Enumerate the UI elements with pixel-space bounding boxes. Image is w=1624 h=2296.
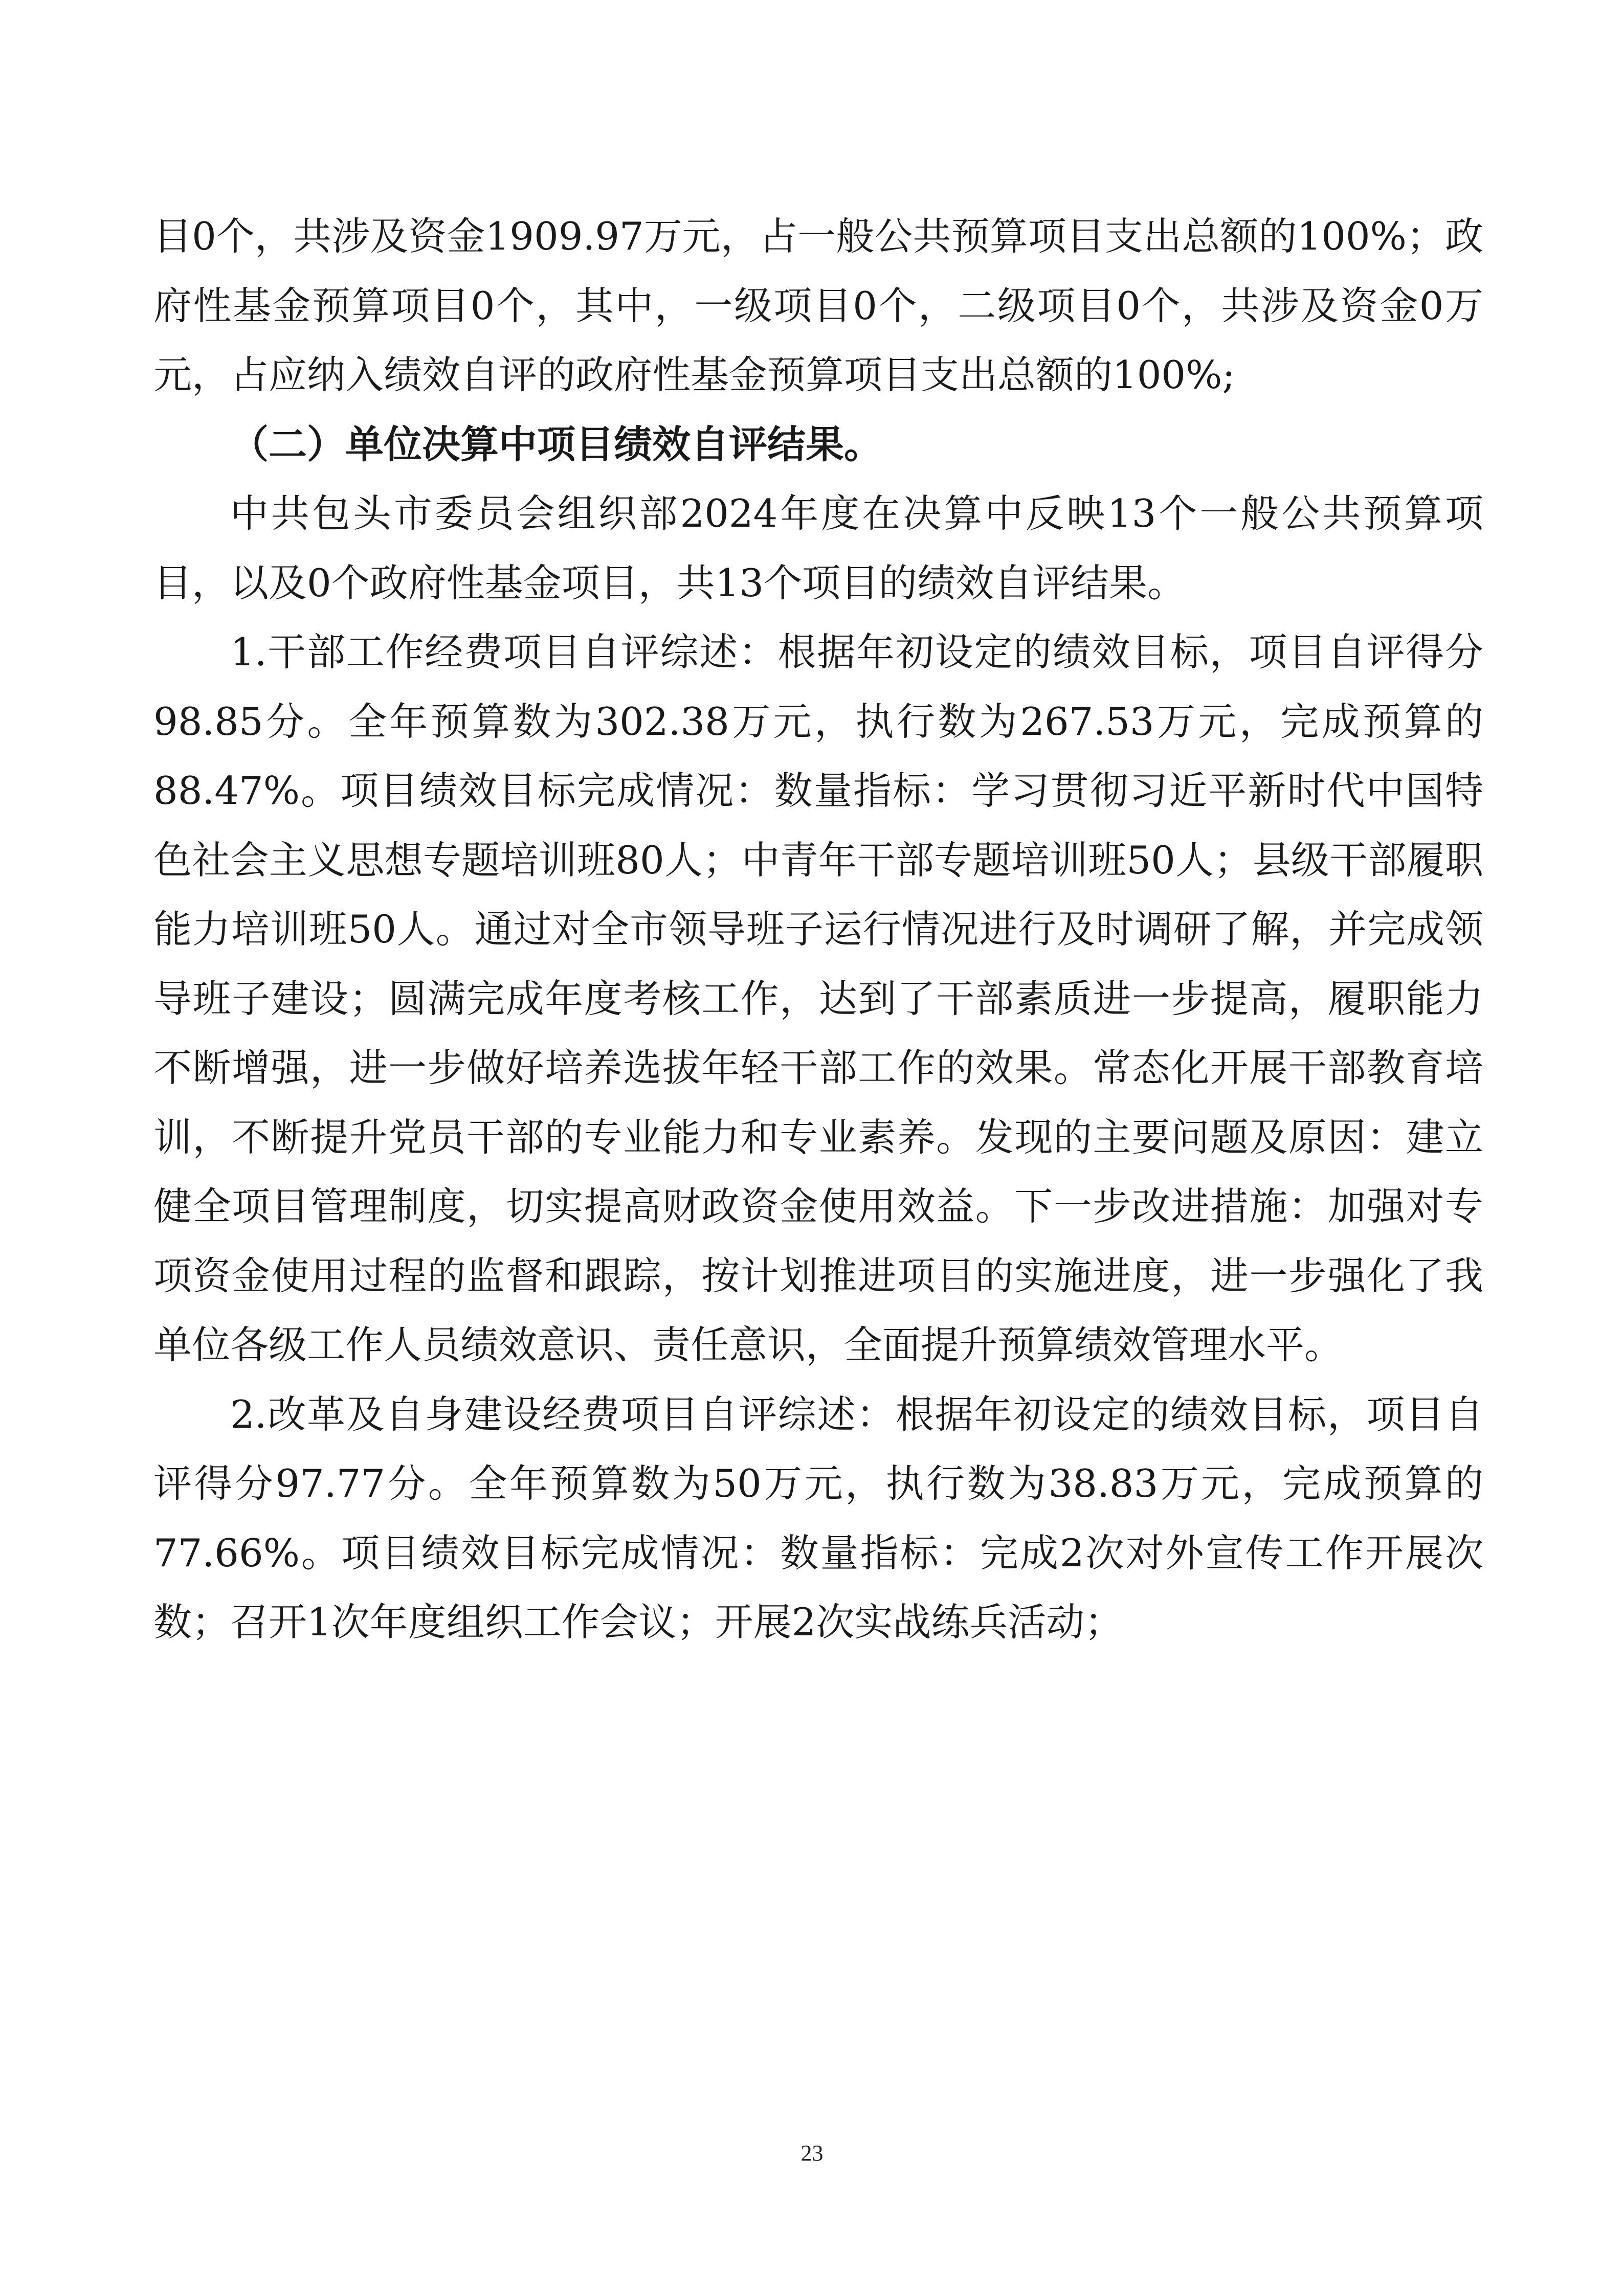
item-1-paragraph: 1.干部工作经费项目自评综述：根据年初设定的绩效目标，项目自评得分98.85分。全年预算数为302.38万元，执行数为267.53万元，完成预算的88.47%。项目绩效目标完成情况：数量指标：学习贯彻习近平新时代中国特色社会主义思想专题培训班80人；中青年干部专题培训班50人；县级干部履职能力培训班50人。通过对全市领导班子运行情况进行及时调研了解，并完成领导班子建设；圆满完成年度考核工作，达到了干部素质进一步提高，履职能力不断增强，进一步做好培养选拔年轻干部工作的效果。常态化开展干部教育培训，不断提升党员干部的专业能力和专业素养。发现的主要问题及原因：建立健全项目管理制度，切实提高财政资金使用效益。下一步改进措施：加强对专项资金使用过程的监督和跟踪，按计划推进项目的实施进度，进一步强化了我单位各级工作人员绩效意识、责任意识，全面提升预算绩效管理水平。 (153, 629, 1483, 1367)
continuation-paragraph: 目0个，共涉及资金1909.97万元，占一般公共预算项目支出总额的100%；政府性基金预算项目0个，其中，一级项目0个，二级项目0个，共涉及资金0万元，占应纳入绩效自评的政府性基金预算项目支出总额的100%; (153, 214, 1483, 397)
page-body (153, 202, 1483, 1657)
page-number: 23 (800, 2141, 824, 2166)
item-2-paragraph: 2.改革及自身建设经费项目自评综述：根据年初设定的绩效目标，项目自评得分97.77分。全年预算数为50万元，执行数为38.83万元，完成预算的77.66%。项目绩效目标完成情况：数量指标：完成2次对外宣传工作开展次数；召开1次年度组织工作会议；开展2次实战练兵活动； (153, 1391, 1483, 1645)
summary-paragraph: 中共包头市委员会组织部2024年度在决算中反映13个一般公共预算项目，以及0个政府性基金项目，共13个项目的绩效自评结果。 (153, 491, 1483, 605)
section-heading: （二）单位决算中项目绩效自评结果。 (230, 421, 883, 467)
